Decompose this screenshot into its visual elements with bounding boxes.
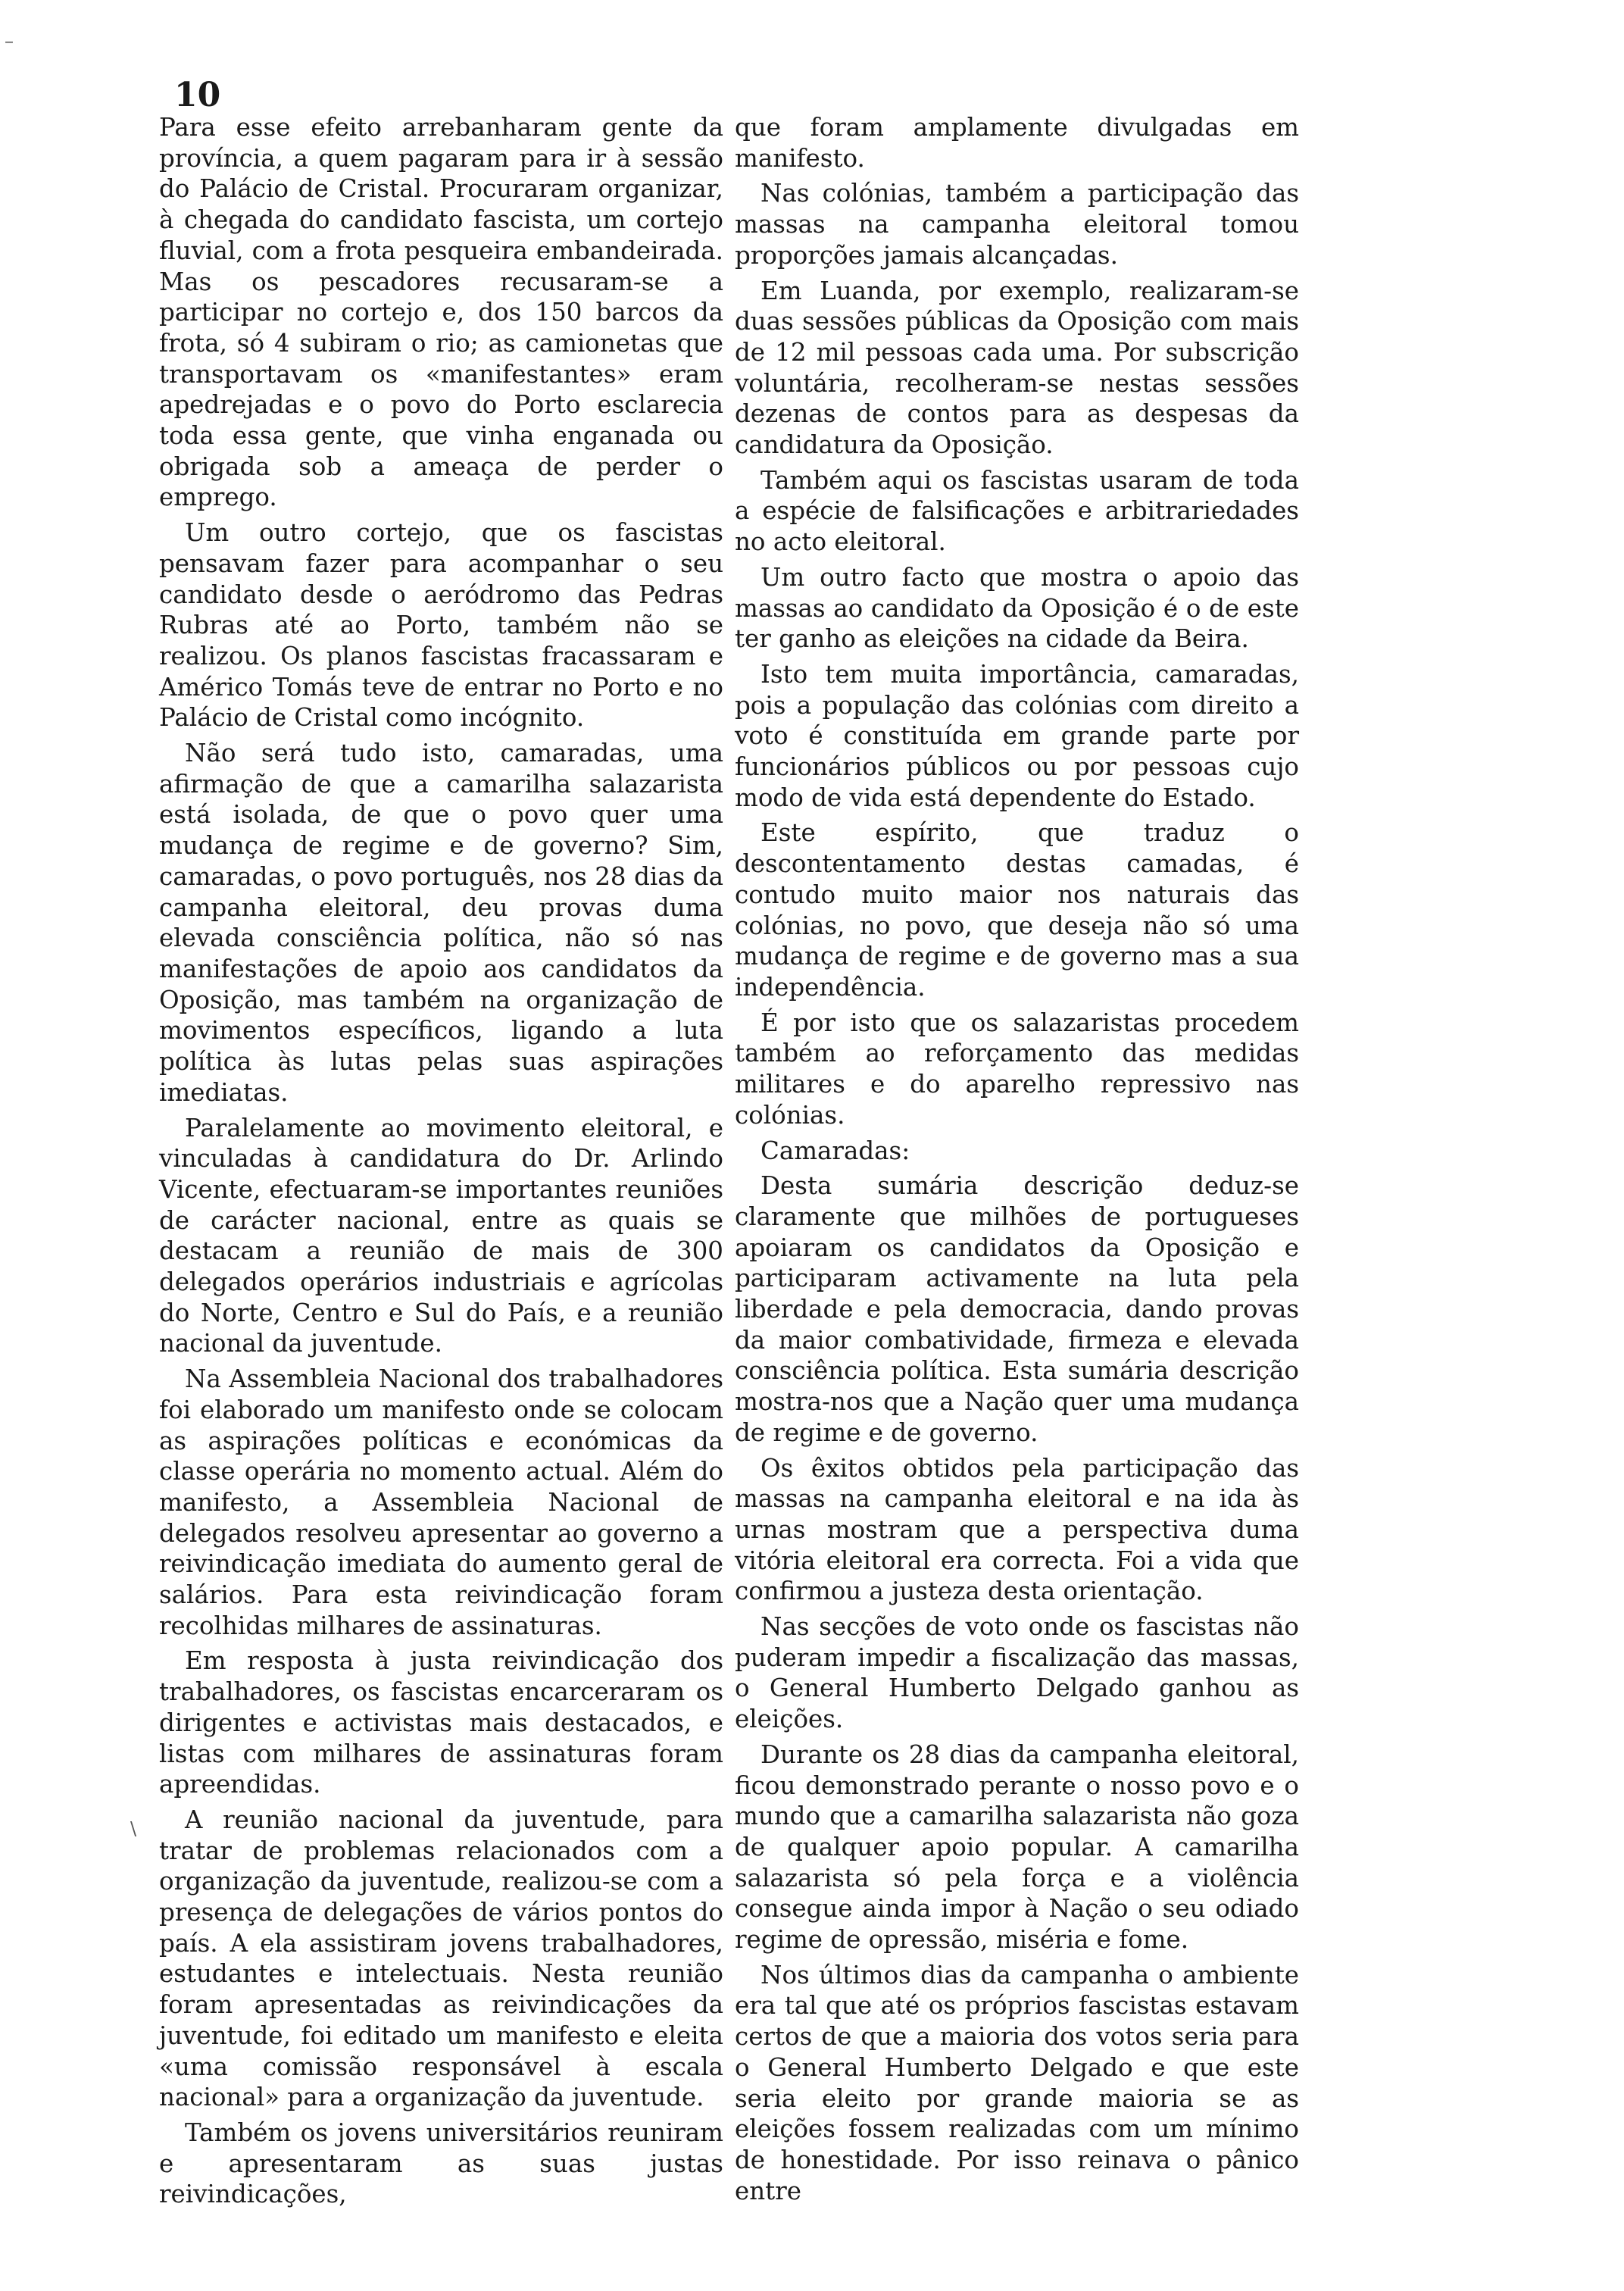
paragraph: Desta sumária descrição deduz-se claramente que milhões de portugueses apoiaram os candidatos da Oposição e participaram activamente na luta pela liberdade e pela democracia, dando provas da maior combatividade, firmeza e elevada consciência política. Esta sumária descrição mostra-nos que a Nação quer uma mudança de regime e de governo. <box>735 1171 1299 1447</box>
scan-mark: – <box>5 30 14 52</box>
paragraph: Os êxitos obtidos pela participação das massas na campanha eleitoral e na ida às urnas mostram que a perspectiva duma vitória eleitoral era correcta. Foi a vida que confirmou a justeza desta orientação. <box>735 1453 1299 1606</box>
paragraph: Em Luanda, por exemplo, realizaram-se duas sessões públicas da Oposição com mais de 12 mil pessoas cada uma. Por subscrição voluntária, recolheram-se nestas sessões dezenas de contos para as despesas da candidatura da Oposição. <box>735 276 1299 460</box>
paragraph: Nas secções de voto onde os fascistas não puderam impedir a fiscalização das massas, o General Humberto Delgado ganhou as eleições. <box>735 1612 1299 1734</box>
paragraph: Paralelamente ao movimento eleitoral, e vinculadas à candidatura do Dr. Arlindo Vicente, efectuaram-se importantes reuniões de carácter nacional, entre as quais se destacam a reunião de mais de 300 delegados operários industriais e agrícolas do Norte, Centro e Sul do País, e a reunião nacional da juventude. <box>159 1113 723 1358</box>
section-heading: Camaradas: <box>760 1136 910 1165</box>
paragraph: Este espírito, que traduz o descontentamento destas camadas, é contudo muito maior nos naturais das colónias, no povo, que deseja não só uma mudança de regime e de governo mas a sua independência. <box>735 818 1299 1002</box>
paragraph: A reunião nacional da juventude, para tratar de problemas relacionados com a organização da juventude, realizou-se com a presença de delegações de vários pontos do país. A ela assistiram jovens trabalhadores, estudantes e intelectuais. Nesta reunião foram apresentadas as reivindicações da juventude, foi editado um manifesto e eleita «uma comissão responsável à escala nacional» para a organização da juventude. <box>159 1805 723 2112</box>
paragraph: Na Assembleia Nacional dos trabalhadores foi elaborado um manifesto onde se colocam as aspirações políticas e económicas da classe operária no momento actual. Além do manifesto, a Assembleia Nacional de delegados resolveu apresentar ao governo a reivindicação imediata do aumento geral de salários. Para esta reivindicação foram recolhidas milhares de assinaturas. <box>159 1364 723 1640</box>
paragraph: Também aqui os fascistas usaram de toda a espécie de falsificações e arbitrariedades no acto eleitoral. <box>735 465 1299 557</box>
paragraph: Também os jovens universitários reuniram e apresentaram as suas justas reivindicações, <box>159 2118 723 2209</box>
paragraph: Isto tem muita importância, camaradas, pois a população das colónias com direito a voto é constituída em grande parte por funcionários públicos ou por pessoas cujo modo de vida está dependente do Estado. <box>735 659 1299 812</box>
paragraph: Um outro facto que mostra o apoio das massas ao candidato da Oposição é o de este ter ganho as eleições na cidade da Beira. <box>735 562 1299 654</box>
paragraph: É por isto que os salazaristas procedem também ao reforçamento das medidas militares e do aparelho repressivo nas colónias. <box>735 1008 1299 1130</box>
paragraph: Nos últimos dias da campanha o ambiente era tal que até os próprios fascistas estavam certos de que a maioria dos votos seria para o General Humberto Delgado e que este seria eleito por grande maioria se as eleições fossem realizadas com um mínimo de honestidade. Por isso reinava o pânico entre <box>735 1960 1299 2205</box>
paragraph: Não será tudo isto, camaradas, uma afirmação de que a camarilha salazarista está isolada, de que o povo quer uma mudança de regime e de governo? Sim, camaradas, o povo português, nos 28 dias da campanha eleitoral, deu provas duma elevada consciência política, não só nas manifestações de apoio aos candidatos da Oposição, mas também na organização de movimentos específicos, ligando a luta política às lutas pelas suas aspirações imediatas. <box>159 739 723 1107</box>
paragraph: Em resposta à justa reivindicação dos trabalhadores, os fascistas encarceraram os dirigentes e activistas mais destacados, e listas com milhares de assinaturas foram apreendidas. <box>159 1646 723 1799</box>
paragraph: Para esse efeito arrebanharam gente da província, a quem pagaram para ir à sessão do Palácio de Cristal. Procuraram organizar, à chegada do candidato fascista, um cortejo fluvial, com a frota pesqueira embandeirada. Mas os pescadores recusaram-se a participar no cortejo e, dos 150 barcos da frota, só 4 subiram o rio; as camionetas que transportavam os «manifestantes» eram apedrejadas e o povo do Porto esclarecia toda essa gente, que vinha enganada ou obrigada sob a ameaça de perder o emprego. <box>159 113 723 512</box>
paragraph: Durante os 28 dias da campanha eleitoral, ficou demonstrado perante o nosso povo e o mundo que a camarilha salazarista não goza de qualquer apoio popular. A camarilha salazarista só pela força e a violência consegue ainda impor à Nação o seu odiado regime de opressão, miséria e fome. <box>735 1739 1299 1955</box>
paragraph: que foram amplamente divulgadas em manifesto. <box>735 113 1299 173</box>
left-column <box>159 112 723 2214</box>
right-column <box>735 112 1299 2211</box>
scan-mark: \ <box>130 1818 137 1839</box>
paragraph: Um outro cortejo, que os fascistas pensavam fazer para acompanhar o seu candidato desde o aeródromo das Pedras Rubras até ao Porto, também não se realizou. Os planos fascistas fracassaram e Américo Tomás teve de entrar no Porto e no Palácio de Cristal como incógnito. <box>159 518 723 733</box>
paragraph: Nas colónias, também a participação das massas na campanha eleitoral tomou proporções jamais alcançadas. <box>735 179 1299 270</box>
page-number: 10 <box>174 76 221 114</box>
